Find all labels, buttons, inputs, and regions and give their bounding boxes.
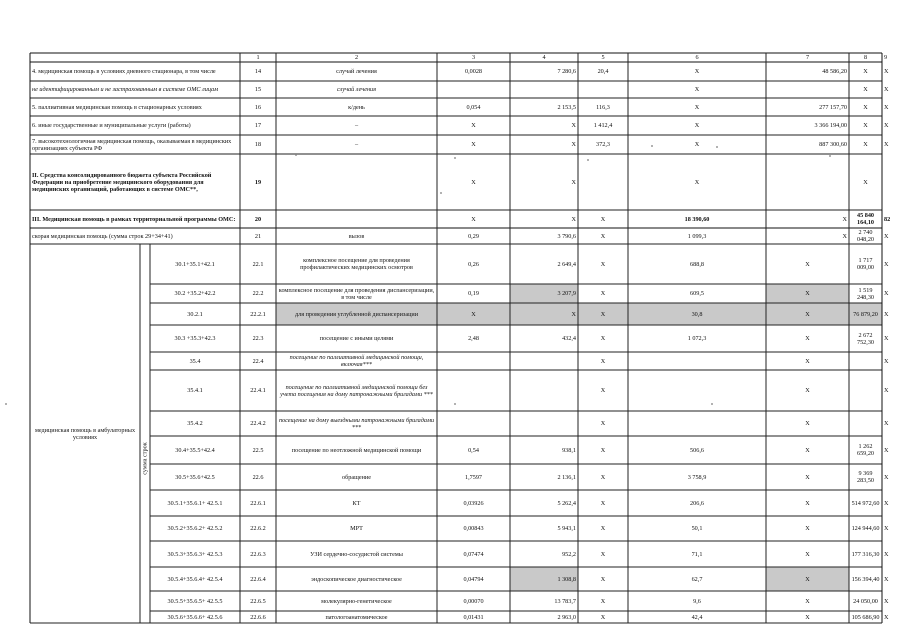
row-value-c8: 1 717 009,00 bbox=[856, 257, 874, 271]
row-unit: – bbox=[354, 122, 359, 129]
row-description: 5. паллиативная медицинская помощь в стационарных условиях bbox=[32, 103, 202, 111]
row-value-c8: 9 369 283,50 bbox=[856, 470, 874, 484]
row-value-c7: Х bbox=[805, 473, 810, 481]
row-value-c3: Х bbox=[471, 141, 476, 148]
row-value-c4: 952,2 bbox=[562, 550, 576, 558]
row-reference: 35.4 bbox=[189, 357, 201, 365]
row-unit bbox=[278, 211, 435, 227]
row-value-c7: Х bbox=[805, 597, 810, 605]
row-number: 18 bbox=[254, 141, 262, 148]
row-value-c3 bbox=[439, 353, 508, 369]
row-value-c5: Х bbox=[600, 525, 606, 532]
row-value-c9: 82 bbox=[884, 215, 891, 223]
row-value-c6: Х bbox=[694, 103, 700, 111]
row-value-c6: Х bbox=[694, 178, 700, 186]
row-value-c8 bbox=[851, 371, 880, 410]
row-value-c8: 124 944,60 bbox=[851, 525, 880, 532]
row-value-c8: 2 672 752,30 bbox=[856, 331, 874, 346]
row-value-c4: 1 308,8 bbox=[557, 575, 576, 583]
row-value-c4 bbox=[512, 412, 576, 435]
row-value-c8: Х bbox=[863, 141, 868, 148]
row-reference: 30.5.4+35.6.4+ 42.5.4 bbox=[167, 575, 223, 583]
row-description: 4. медицинская помощь в условиях дневного стационара, в том числе bbox=[32, 68, 216, 75]
row-value-c9: Х bbox=[884, 310, 889, 318]
row-value-c8: Х bbox=[863, 122, 868, 129]
row-value-c3 bbox=[439, 412, 508, 435]
group-label: медицинская помощь в амбулаторных условиях bbox=[34, 426, 136, 441]
row-value-c8 bbox=[851, 412, 880, 435]
row-unit: посещение с иными целями bbox=[319, 335, 394, 342]
row-value-c3: 0,054 bbox=[466, 103, 481, 111]
row-value-c4: 2 153,5 bbox=[557, 103, 576, 111]
row-value-c5: Х bbox=[600, 597, 606, 605]
row-value-c5: Х bbox=[600, 260, 606, 268]
row-value-c8: 1 262 659,20 bbox=[856, 443, 874, 457]
row-value-c7: Х bbox=[842, 215, 847, 223]
row-number: 22.6.6 bbox=[250, 613, 266, 621]
row-value-c4: 2 136,1 bbox=[557, 473, 576, 481]
row-value-c8 bbox=[851, 353, 880, 369]
row-value-c3: 0,01431 bbox=[463, 613, 484, 621]
row-value-c6: 688,8 bbox=[690, 260, 704, 268]
row-value-c7: Х bbox=[842, 232, 847, 240]
row-value-c7: 277 157,70 bbox=[819, 103, 847, 111]
row-number: 22.2 bbox=[252, 290, 264, 297]
row-value-c5 bbox=[580, 82, 626, 97]
row-value-c3: 0,54 bbox=[468, 446, 479, 454]
row-value-c3: 0,00843 bbox=[463, 525, 484, 532]
row-reference: 30.5.5+35.6.5+ 42.5.5 bbox=[167, 597, 223, 605]
row-value-c4: 3 790,6 bbox=[557, 232, 576, 240]
row-number: 22.6.1 bbox=[250, 499, 266, 507]
row-unit bbox=[278, 155, 435, 209]
row-unit: посещение по паллиативной медицинской помощи без учета посещения на дому патронажными бригадами *** bbox=[280, 383, 433, 398]
header-cell-2: 2 bbox=[354, 54, 359, 61]
row-value-c4: Х bbox=[571, 310, 576, 318]
row-value-c3: 0,26 bbox=[468, 260, 479, 268]
row-unit: вызов bbox=[348, 232, 365, 240]
row-unit: обращение bbox=[342, 473, 371, 481]
row-value-c6: 609,5 bbox=[690, 290, 704, 297]
row-value-c3: Х bbox=[471, 215, 476, 223]
row-value-c9: Х bbox=[884, 499, 889, 507]
row-number: 16 bbox=[254, 103, 262, 111]
row-number: 22.6.4 bbox=[250, 575, 266, 583]
row-value-c7 bbox=[768, 155, 847, 209]
row-value-c6 bbox=[630, 371, 764, 410]
row-reference: 30.1+35.1+42.1 bbox=[175, 260, 215, 268]
row-value-c7: Х bbox=[805, 335, 810, 342]
row-value-c3: Х bbox=[471, 310, 476, 318]
row-number: 14 bbox=[254, 68, 262, 75]
row-value-c7: Х bbox=[805, 420, 810, 427]
row-value-c7: 3 366 194,00 bbox=[814, 122, 847, 129]
row-value-c8: 24 050,00 bbox=[853, 597, 878, 605]
row-value-c5: 116,3 bbox=[596, 103, 610, 111]
row-value-c8: 105 686,90 bbox=[851, 613, 880, 621]
row-number: 15 bbox=[254, 86, 262, 93]
row-value-c9: Х bbox=[884, 525, 889, 532]
row-description: не идентифицированным и не застрахованным в системе ОМС лицам bbox=[32, 86, 219, 93]
row-unit: эндоскопическое диагностическое bbox=[311, 575, 402, 583]
row-number: 22.6.5 bbox=[250, 597, 266, 605]
row-value-c6: Х bbox=[694, 141, 700, 148]
row-value-c5: Х bbox=[600, 446, 606, 454]
row-description: II. Средства консолидированного бюджета субъекта Российской Федерации на приобретение медицинского оборудования для медицинских организаций, работающих в системе ОМС**, bbox=[32, 171, 212, 193]
row-value-c5: Х bbox=[600, 290, 606, 297]
row-value-c7 bbox=[768, 82, 847, 97]
row-value-c9: Х bbox=[884, 232, 889, 240]
row-value-c6 bbox=[630, 353, 764, 369]
row-value-c5: Х bbox=[600, 575, 606, 583]
row-value-c9: Х bbox=[884, 387, 889, 394]
row-value-c6: 206,6 bbox=[690, 499, 704, 507]
row-value-c5: Х bbox=[600, 310, 606, 318]
row-value-c8: 2 740 048,20 bbox=[856, 229, 874, 243]
row-value-c5: Х bbox=[600, 335, 606, 342]
row-value-c7: 48 586,20 bbox=[822, 68, 847, 75]
row-value-c9: Х bbox=[884, 613, 889, 621]
row-value-c9: Х bbox=[884, 103, 889, 111]
row-value-c4: 5 262,4 bbox=[557, 499, 576, 507]
row-value-c8: 514 972,60 bbox=[851, 499, 880, 507]
row-value-c5: Х bbox=[600, 357, 606, 365]
row-value-c9: Х bbox=[884, 86, 889, 93]
row-value-c4: 3 207,9 bbox=[557, 290, 576, 297]
row-unit: комплексное посещение для проведения профилактических медицинских осмотров bbox=[300, 257, 413, 271]
row-value-c8: 1 519 248,30 bbox=[856, 286, 874, 301]
row-value-c8: 156 394,40 bbox=[851, 575, 880, 583]
row-value-c4 bbox=[512, 82, 576, 97]
row-number: 22.6 bbox=[252, 473, 264, 481]
row-value-c6: Х bbox=[694, 122, 700, 129]
row-number: 22.1 bbox=[252, 260, 264, 268]
row-value-c9: Х bbox=[884, 550, 889, 558]
row-number: 22.4 bbox=[252, 357, 264, 365]
row-value-c5: 1 412,4 bbox=[593, 122, 613, 129]
header-cell-9: 9 bbox=[884, 54, 888, 61]
row-number: 22.4.1 bbox=[250, 387, 266, 394]
row-value-c3: 0,03926 bbox=[463, 499, 484, 507]
row-value-c8: 76 879,20 bbox=[853, 310, 878, 318]
row-value-c3: 0,29 bbox=[468, 232, 479, 240]
row-value-c6: 42,4 bbox=[691, 613, 703, 621]
row-value-c9: Х bbox=[884, 357, 889, 365]
row-unit: УЗИ сердечно-сосудистой системы bbox=[310, 550, 403, 558]
row-value-c7: 887 300,60 bbox=[819, 141, 847, 148]
row-reference: 30.4+35.5+42.4 bbox=[175, 446, 215, 454]
header-cell-3: 3 bbox=[471, 54, 476, 61]
row-value-c6: 62,7 bbox=[691, 575, 703, 583]
row-value-c3: Х bbox=[471, 178, 476, 186]
row-value-c7: Х bbox=[805, 550, 810, 558]
row-value-c7: Х bbox=[805, 613, 810, 621]
header-cell-7: 7 bbox=[805, 54, 810, 61]
row-value-c7: Х bbox=[805, 357, 810, 365]
row-unit: посещение на дому выездными патронажными бригадами *** bbox=[278, 416, 435, 431]
row-value-c5: Х bbox=[600, 550, 606, 558]
row-value-c3: 0,19 bbox=[468, 290, 479, 297]
row-value-c4: 5 943,1 bbox=[557, 525, 576, 532]
row-value-c4: 2 963,0 bbox=[557, 613, 576, 621]
row-value-c4: 13 783,7 bbox=[554, 597, 576, 605]
row-value-c5: Х bbox=[600, 387, 606, 394]
row-value-c6: 3 758,9 bbox=[687, 473, 707, 481]
row-reference: 35.4.1 bbox=[187, 387, 203, 394]
row-value-c6: 1 099,3 bbox=[687, 232, 707, 240]
row-value-c3 bbox=[439, 82, 508, 97]
row-value-c6 bbox=[630, 412, 764, 435]
group-vertical-label: сумма строк bbox=[141, 442, 149, 475]
row-value-c4 bbox=[512, 371, 576, 410]
row-number: 19 bbox=[254, 178, 262, 186]
row-unit: посещение по неотложной медицинской помощи bbox=[291, 446, 422, 454]
row-unit: случай лечения bbox=[336, 68, 377, 75]
row-value-c6: 50,1 bbox=[691, 525, 703, 532]
header-cell-6: 6 bbox=[695, 54, 699, 61]
header-cell-1: 1 bbox=[256, 54, 260, 61]
row-value-c9: Х bbox=[884, 122, 889, 129]
row-value-c6: 30,8 bbox=[691, 310, 703, 318]
row-number: 22.2.1 bbox=[250, 310, 266, 318]
row-value-c6: 9,6 bbox=[693, 597, 701, 605]
row-value-c5: Х bbox=[600, 473, 606, 481]
row-value-c9: Х bbox=[884, 575, 889, 583]
row-value-c3: Х bbox=[471, 122, 476, 129]
row-value-c4: Х bbox=[571, 178, 576, 186]
row-value-c3: 2,48 bbox=[468, 335, 479, 342]
row-value-c9: Х bbox=[884, 597, 889, 605]
row-value-c9: Х bbox=[884, 260, 889, 268]
row-value-c6: Х bbox=[694, 86, 700, 93]
row-value-c4: 432,4 bbox=[562, 335, 576, 342]
row-value-c3: 0,04794 bbox=[463, 575, 484, 583]
row-unit: случай лечения bbox=[336, 86, 377, 93]
scan-speck bbox=[5, 403, 7, 405]
row-value-c4: Х bbox=[571, 122, 576, 129]
row-reference: 30.3 +35.3+42.3 bbox=[174, 335, 216, 342]
row-value-c4 bbox=[512, 353, 576, 369]
row-value-c6: 506,6 bbox=[690, 446, 704, 454]
row-description: 7. высокотехнологичная медицинская помощь, оказываемая в медицинских организациях субъекта РФ bbox=[32, 137, 232, 152]
row-value-c9: Х bbox=[884, 68, 889, 75]
row-number: 22.6.2 bbox=[250, 525, 266, 532]
row-value-c8: 177 316,30 bbox=[851, 550, 880, 558]
row-reference: 30.5+35.6+42.5 bbox=[175, 473, 215, 481]
row-value-c7: Х bbox=[805, 387, 810, 394]
row-unit: молекулярно-генетическое bbox=[321, 597, 392, 605]
row-reference: 30.5.3+35.6.3+ 42.5.3 bbox=[167, 550, 223, 558]
row-value-c3: 1,7597 bbox=[464, 473, 482, 481]
row-reference: 30.2.1 bbox=[187, 310, 203, 318]
row-value-c6: Х bbox=[694, 68, 700, 75]
row-value-c4: Х bbox=[571, 215, 576, 223]
row-value-c7: Х bbox=[805, 310, 810, 318]
row-value-c8: Х bbox=[863, 103, 868, 111]
row-value-c4: Х bbox=[571, 141, 576, 148]
row-description: III. Медицинская помощь в рамках территориальной программы ОМС: bbox=[32, 215, 236, 223]
row-value-c4: 2 649,4 bbox=[557, 260, 576, 268]
row-reference: 30.5.6+35.6.6+ 42.5.6 bbox=[167, 613, 223, 621]
row-number: 22.6.3 bbox=[250, 550, 266, 558]
row-value-c7: Х bbox=[805, 260, 810, 268]
row-value-c7: Х bbox=[805, 499, 810, 507]
row-value-c7: Х bbox=[805, 525, 810, 532]
header-cell-5: 5 bbox=[601, 54, 605, 61]
row-unit: к/день bbox=[348, 103, 365, 111]
row-number: 22.5 bbox=[252, 446, 264, 454]
row-number: 17 bbox=[254, 122, 262, 129]
row-value-c5: Х bbox=[600, 215, 606, 223]
row-value-c9: Х bbox=[884, 420, 889, 427]
row-value-c8: 45 840 164,10 bbox=[856, 212, 874, 226]
row-value-c5: 372,3 bbox=[596, 141, 610, 148]
row-description: 6. иные государственные и муниципальные услуги (работы) bbox=[32, 122, 191, 129]
row-unit: КТ bbox=[352, 499, 361, 507]
row-value-c3 bbox=[439, 371, 508, 410]
row-value-c6: 71,1 bbox=[691, 550, 703, 558]
row-value-c3: 0,07474 bbox=[463, 550, 484, 558]
header-cell-8: 8 bbox=[863, 54, 868, 61]
row-value-c5: Х bbox=[600, 232, 606, 240]
row-value-c8: Х bbox=[863, 68, 868, 75]
row-unit: МРТ bbox=[350, 525, 363, 532]
row-reference: 30.5.1+35.6.1+ 42.5.1 bbox=[167, 499, 223, 507]
row-value-c7: Х bbox=[805, 575, 810, 583]
row-value-c5 bbox=[580, 155, 626, 209]
row-value-c7: Х bbox=[805, 446, 810, 454]
row-reference: 30.2 +35.2+42.2 bbox=[174, 290, 216, 297]
row-unit: посещение по паллиативной медицинской помощи, включая*** bbox=[289, 354, 424, 368]
header-cell-4: 4 bbox=[542, 54, 546, 61]
row-value-c4: 938,1 bbox=[562, 446, 576, 454]
row-value-c5: Х bbox=[600, 499, 606, 507]
row-unit: комплексное посещение для проведения диспансеризации, в том числе bbox=[278, 286, 435, 301]
row-value-c8: Х bbox=[863, 178, 868, 186]
row-value-c5: Х bbox=[600, 613, 606, 621]
row-number: 22.3 bbox=[252, 335, 264, 342]
row-description: скорая медицинская помощь (сумма строк 29+34+41) bbox=[32, 232, 173, 240]
row-unit: патологоанатомическое bbox=[325, 613, 388, 621]
row-value-c9: Х bbox=[884, 446, 889, 454]
row-unit: для проведения углубленной диспансеризации bbox=[294, 310, 419, 318]
row-value-c4: 7 280,6 bbox=[557, 68, 576, 75]
row-value-c7: Х bbox=[805, 290, 810, 297]
row-value-c9: Х bbox=[884, 141, 889, 148]
row-unit: – bbox=[354, 141, 359, 148]
row-value-c9: Х bbox=[884, 335, 889, 342]
row-number: 21 bbox=[254, 232, 262, 240]
row-value-c5: 20,4 bbox=[597, 68, 609, 75]
row-number: 22.4.2 bbox=[250, 420, 266, 427]
row-value-c5: Х bbox=[600, 420, 606, 427]
row-value-c8: Х bbox=[863, 86, 868, 93]
row-reference: 35.4.2 bbox=[187, 420, 203, 427]
row-reference: 30.5.2+35.6.2+ 42.5.2 bbox=[167, 525, 223, 532]
row-number: 20 bbox=[254, 215, 262, 223]
row-value-c6: 18 390,60 bbox=[684, 215, 710, 223]
row-value-c9: Х bbox=[884, 290, 889, 297]
row-value-c9: Х bbox=[884, 473, 889, 481]
row-value-c3: 0,00070 bbox=[463, 597, 484, 605]
row-value-c3: 0,0028 bbox=[464, 68, 482, 75]
row-value-c6: 1 072,3 bbox=[687, 335, 707, 342]
